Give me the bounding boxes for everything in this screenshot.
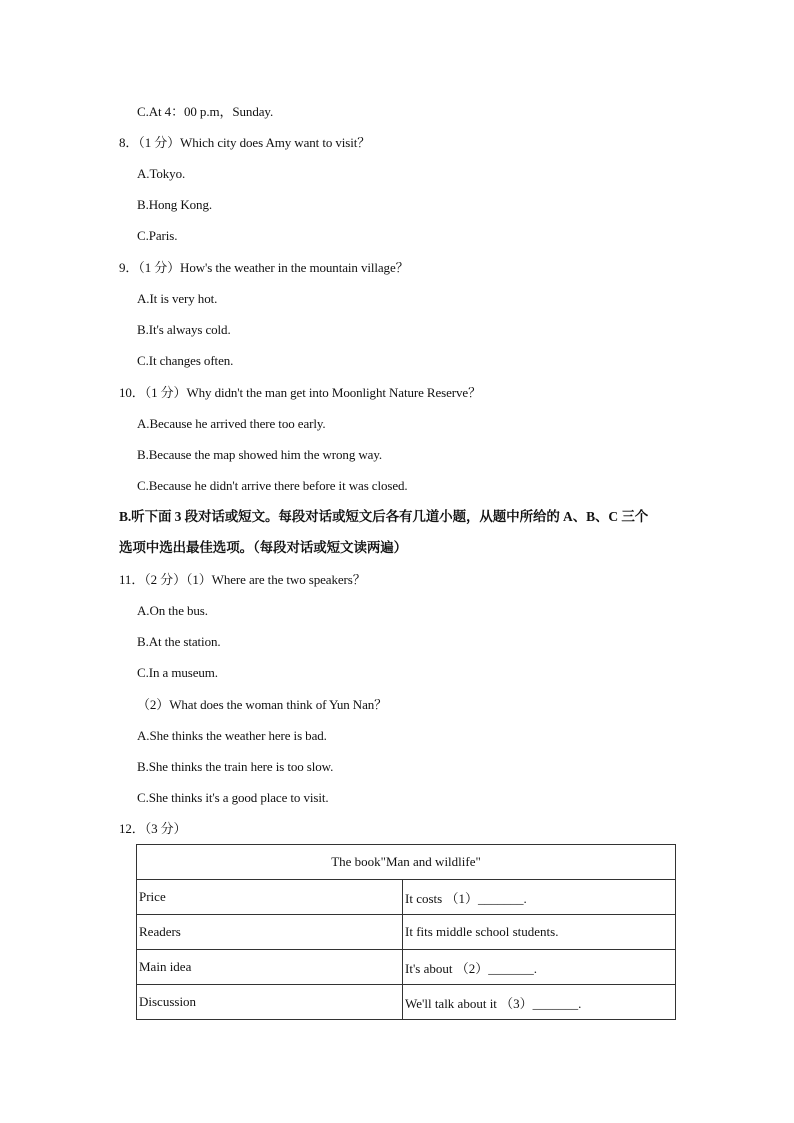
q9-option-c: C.It changes often. <box>137 353 234 368</box>
q11-sub2-option-b: B.She thinks the train here is too slow. <box>137 759 334 774</box>
table-cell-value: It fits middle school students. <box>403 915 676 950</box>
q9-option-b: B.It's always cold. <box>137 322 231 337</box>
q8-option-b: B.Hong Kong. <box>137 197 212 212</box>
section-b-instruction-line1: B.听下面 3 段对话或短文。每段对话或短文后各有几道小题，从题中所给的 A、B、C 三个 <box>119 509 649 524</box>
q11-option-b: B.At the station. <box>137 634 221 649</box>
q7-option-c: C.At 4：00 p.m，Sunday. <box>137 104 274 119</box>
table-title-row <box>137 845 676 880</box>
table-row <box>137 950 676 985</box>
question-9-stem: 9．（1 分）How's the weather in the mountain village？ <box>119 260 409 275</box>
table-cell-label: Discussion <box>137 985 403 1020</box>
q8-option-a: A.Tokyo. <box>137 166 186 181</box>
table-row <box>137 915 676 950</box>
q8-option-c: C.Paris. <box>137 228 178 243</box>
q11-sub2-option-c: C.She thinks it's a good place to visit. <box>137 790 329 805</box>
table-cell-value: We'll talk about it （3）_______. <box>403 985 676 1020</box>
q9-option-a: A.It is very hot. <box>137 291 218 306</box>
table-cell-value: It costs （1）_______. <box>403 880 676 915</box>
table-cell-label: Price <box>137 880 403 915</box>
q10-option-c: C.Because he didn't arrive there before it was closed. <box>137 478 408 493</box>
book-info-table <box>136 844 676 1020</box>
q10-option-b: B.Because the map showed him the wrong way. <box>137 447 383 462</box>
table-title: The book"Man and wildlife" <box>137 845 676 880</box>
section-b-instruction-line2: 选项中选出最佳选项。（每段对话或短文读两遍） <box>119 540 408 555</box>
q11-sub2-option-a: A.She thinks the weather here is bad. <box>137 728 327 743</box>
table-row <box>137 985 676 1020</box>
question-10-stem: 10．（1 分）Why didn't the man get into Moonlight Nature Reserve？ <box>119 385 481 400</box>
question-8-stem: 8．（1 分）Which city does Amy want to visit？ <box>119 135 371 150</box>
q11-option-a: A.On the bus. <box>137 603 208 618</box>
q10-option-a: A.Because he arrived there too early. <box>137 416 326 431</box>
table-row <box>137 880 676 915</box>
q11-option-c: C.In a museum. <box>137 665 218 680</box>
question-11-sub2-stem: （2）What does the woman think of Yun Nan？ <box>137 697 388 712</box>
table-cell-label: Readers <box>137 915 403 950</box>
question-11-stem: 11．（2 分）（1）Where are the two speakers？ <box>119 572 366 587</box>
table-cell-value: It's about （2）_______. <box>403 950 676 985</box>
table-cell-label: Main idea <box>137 950 403 985</box>
question-12-stem: 12．（3 分） <box>119 821 187 836</box>
